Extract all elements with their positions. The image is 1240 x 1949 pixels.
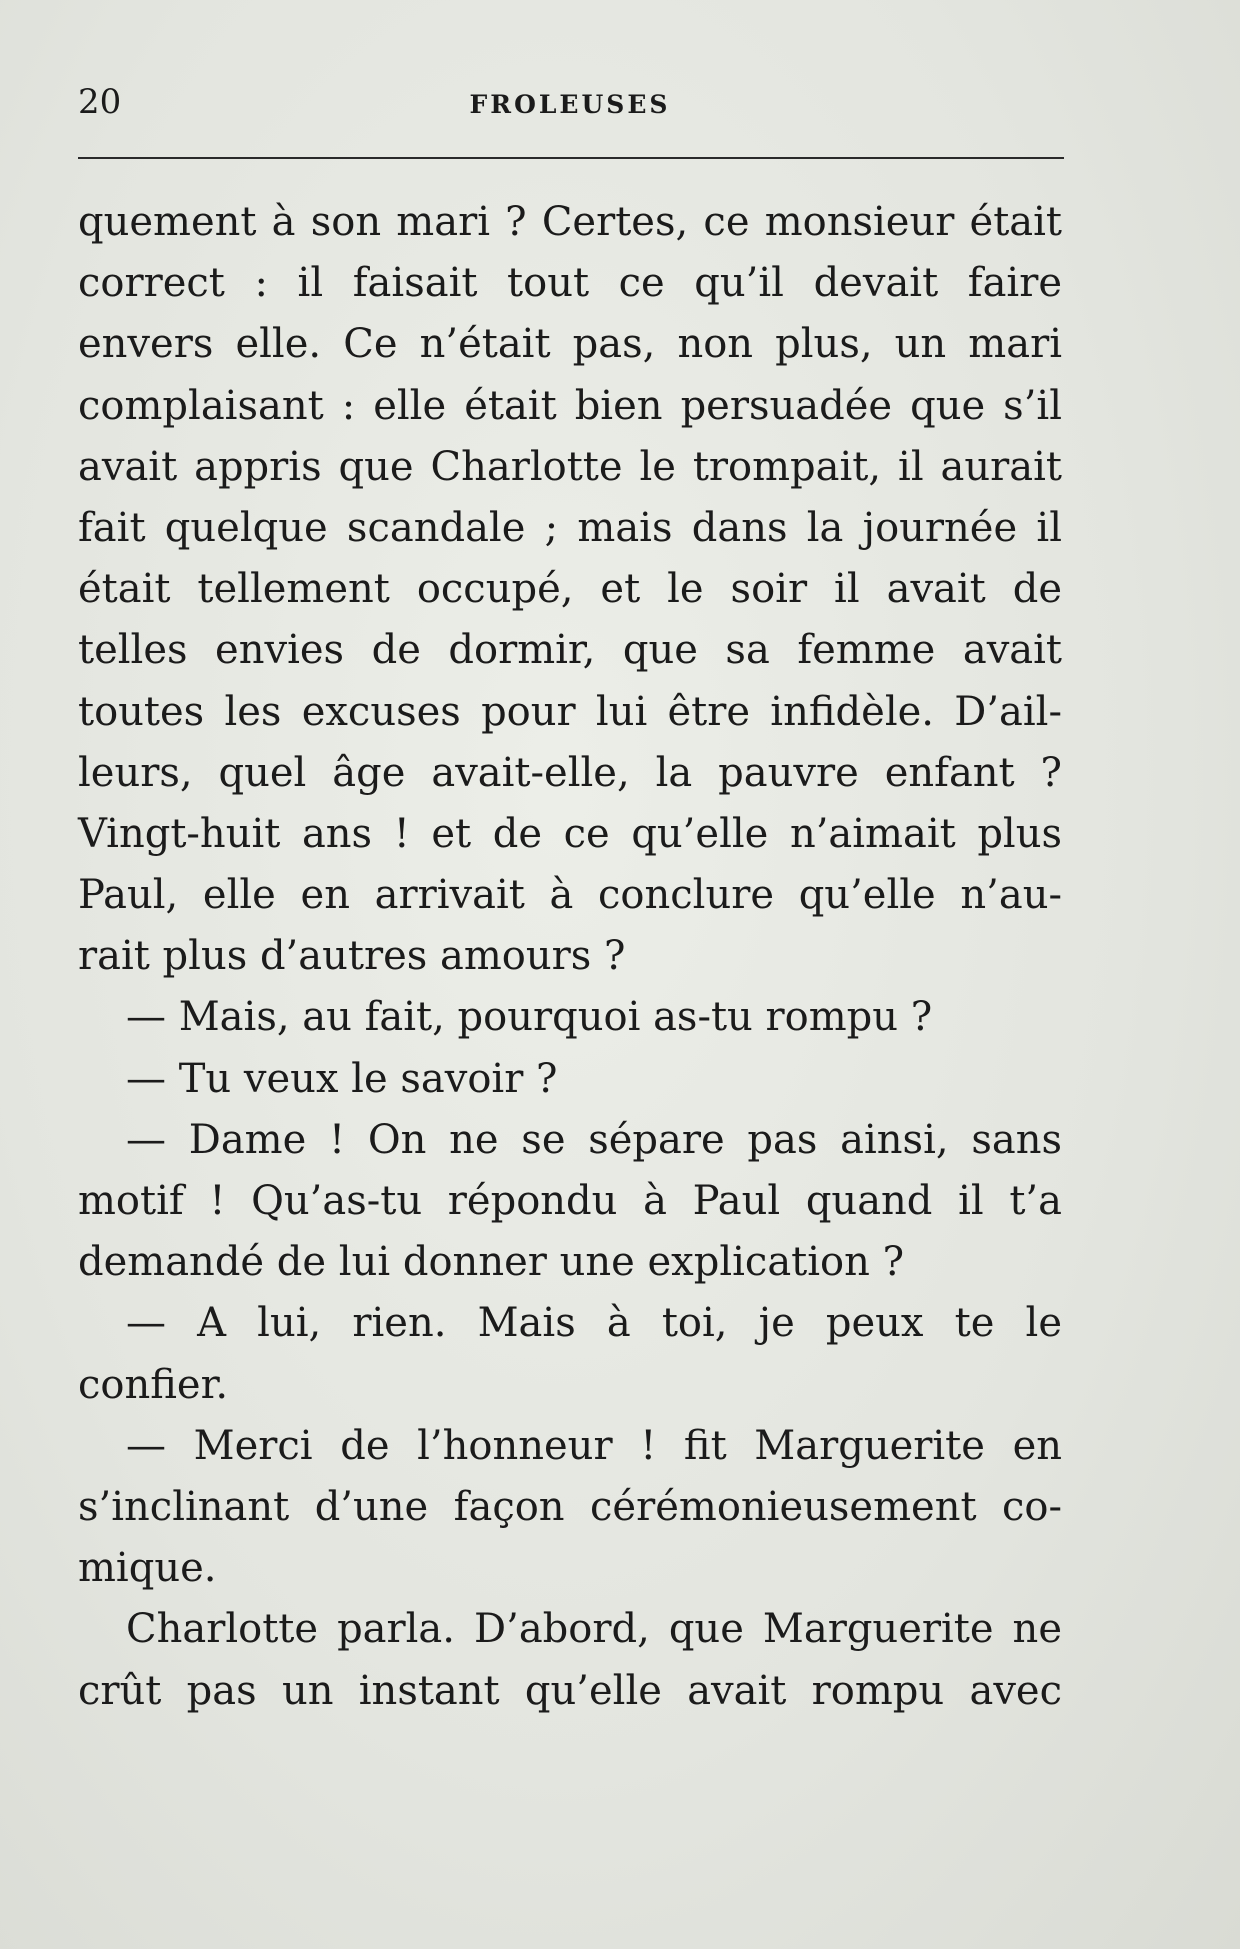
text-line: demandé de lui donner une explication ?	[78, 1239, 905, 1286]
dialogue-line: — A lui, rien. Mais à toi, je peux te le	[126, 1300, 1062, 1347]
text-line: mique.	[78, 1545, 217, 1592]
text-line: correct : il faisait tout ce qu’il devait faire	[78, 260, 1062, 307]
text-line: était tellement occupé, et le soir il avait de	[78, 566, 1062, 613]
text-line: rait plus d’autres amours ?	[78, 933, 626, 980]
paragraph-start-line: Charlotte parla. D’abord, que Marguerite ne	[126, 1606, 1062, 1653]
body-text	[78, 192, 1062, 1722]
dialogue-line: — Mais, au fait, pourquoi as-tu rompu ?	[126, 994, 933, 1041]
dialogue-line: — Dame ! On ne se sépare pas ainsi, sans	[126, 1116, 1062, 1163]
text-line: envers elle. Ce n’était pas, non plus, un mari	[78, 321, 1062, 368]
text-line: confier.	[78, 1361, 229, 1408]
text-line: Vingt-huit ans ! et de ce qu’elle n’aimait plus	[78, 810, 1062, 857]
text-line: quement à son mari ? Certes, ce monsieur était	[78, 199, 1062, 245]
text-line: complaisant : elle était bien persuadée que s’il	[78, 382, 1062, 429]
running-title: FROLEUSES	[469, 90, 671, 119]
text-line: leurs, quel âge avait-elle, la pauvre enfant ?	[78, 749, 1062, 796]
text-line: s’inclinant d’une façon cérémonieusement co-	[78, 1483, 1062, 1530]
text-line: toutes les excuses pour lui être infidèle. D’ail-	[78, 688, 1062, 735]
text-line: avait appris que Charlotte le trompait, il aurait	[78, 443, 1062, 490]
dialogue-line: — Merci de l’honneur ! fit Marguerite en	[126, 1422, 1062, 1469]
header-rule	[78, 157, 1064, 159]
text-line: motif ! Qu’as-tu répondu à Paul quand il t’a	[78, 1178, 1062, 1224]
text-line: telles envies de dormir, que sa femme avait	[78, 627, 1062, 674]
page-number: 20	[78, 82, 122, 122]
page-header	[78, 82, 1062, 132]
text-line: fait quelque scandale ; mais dans la journée il	[78, 504, 1062, 551]
text-line: Paul, elle en arrivait à conclure qu’elle n’au-	[78, 872, 1062, 919]
dialogue-line: — Tu veux le savoir ?	[126, 1055, 558, 1102]
text-line: crût pas un instant qu’elle avait rompu avec	[78, 1667, 1062, 1714]
